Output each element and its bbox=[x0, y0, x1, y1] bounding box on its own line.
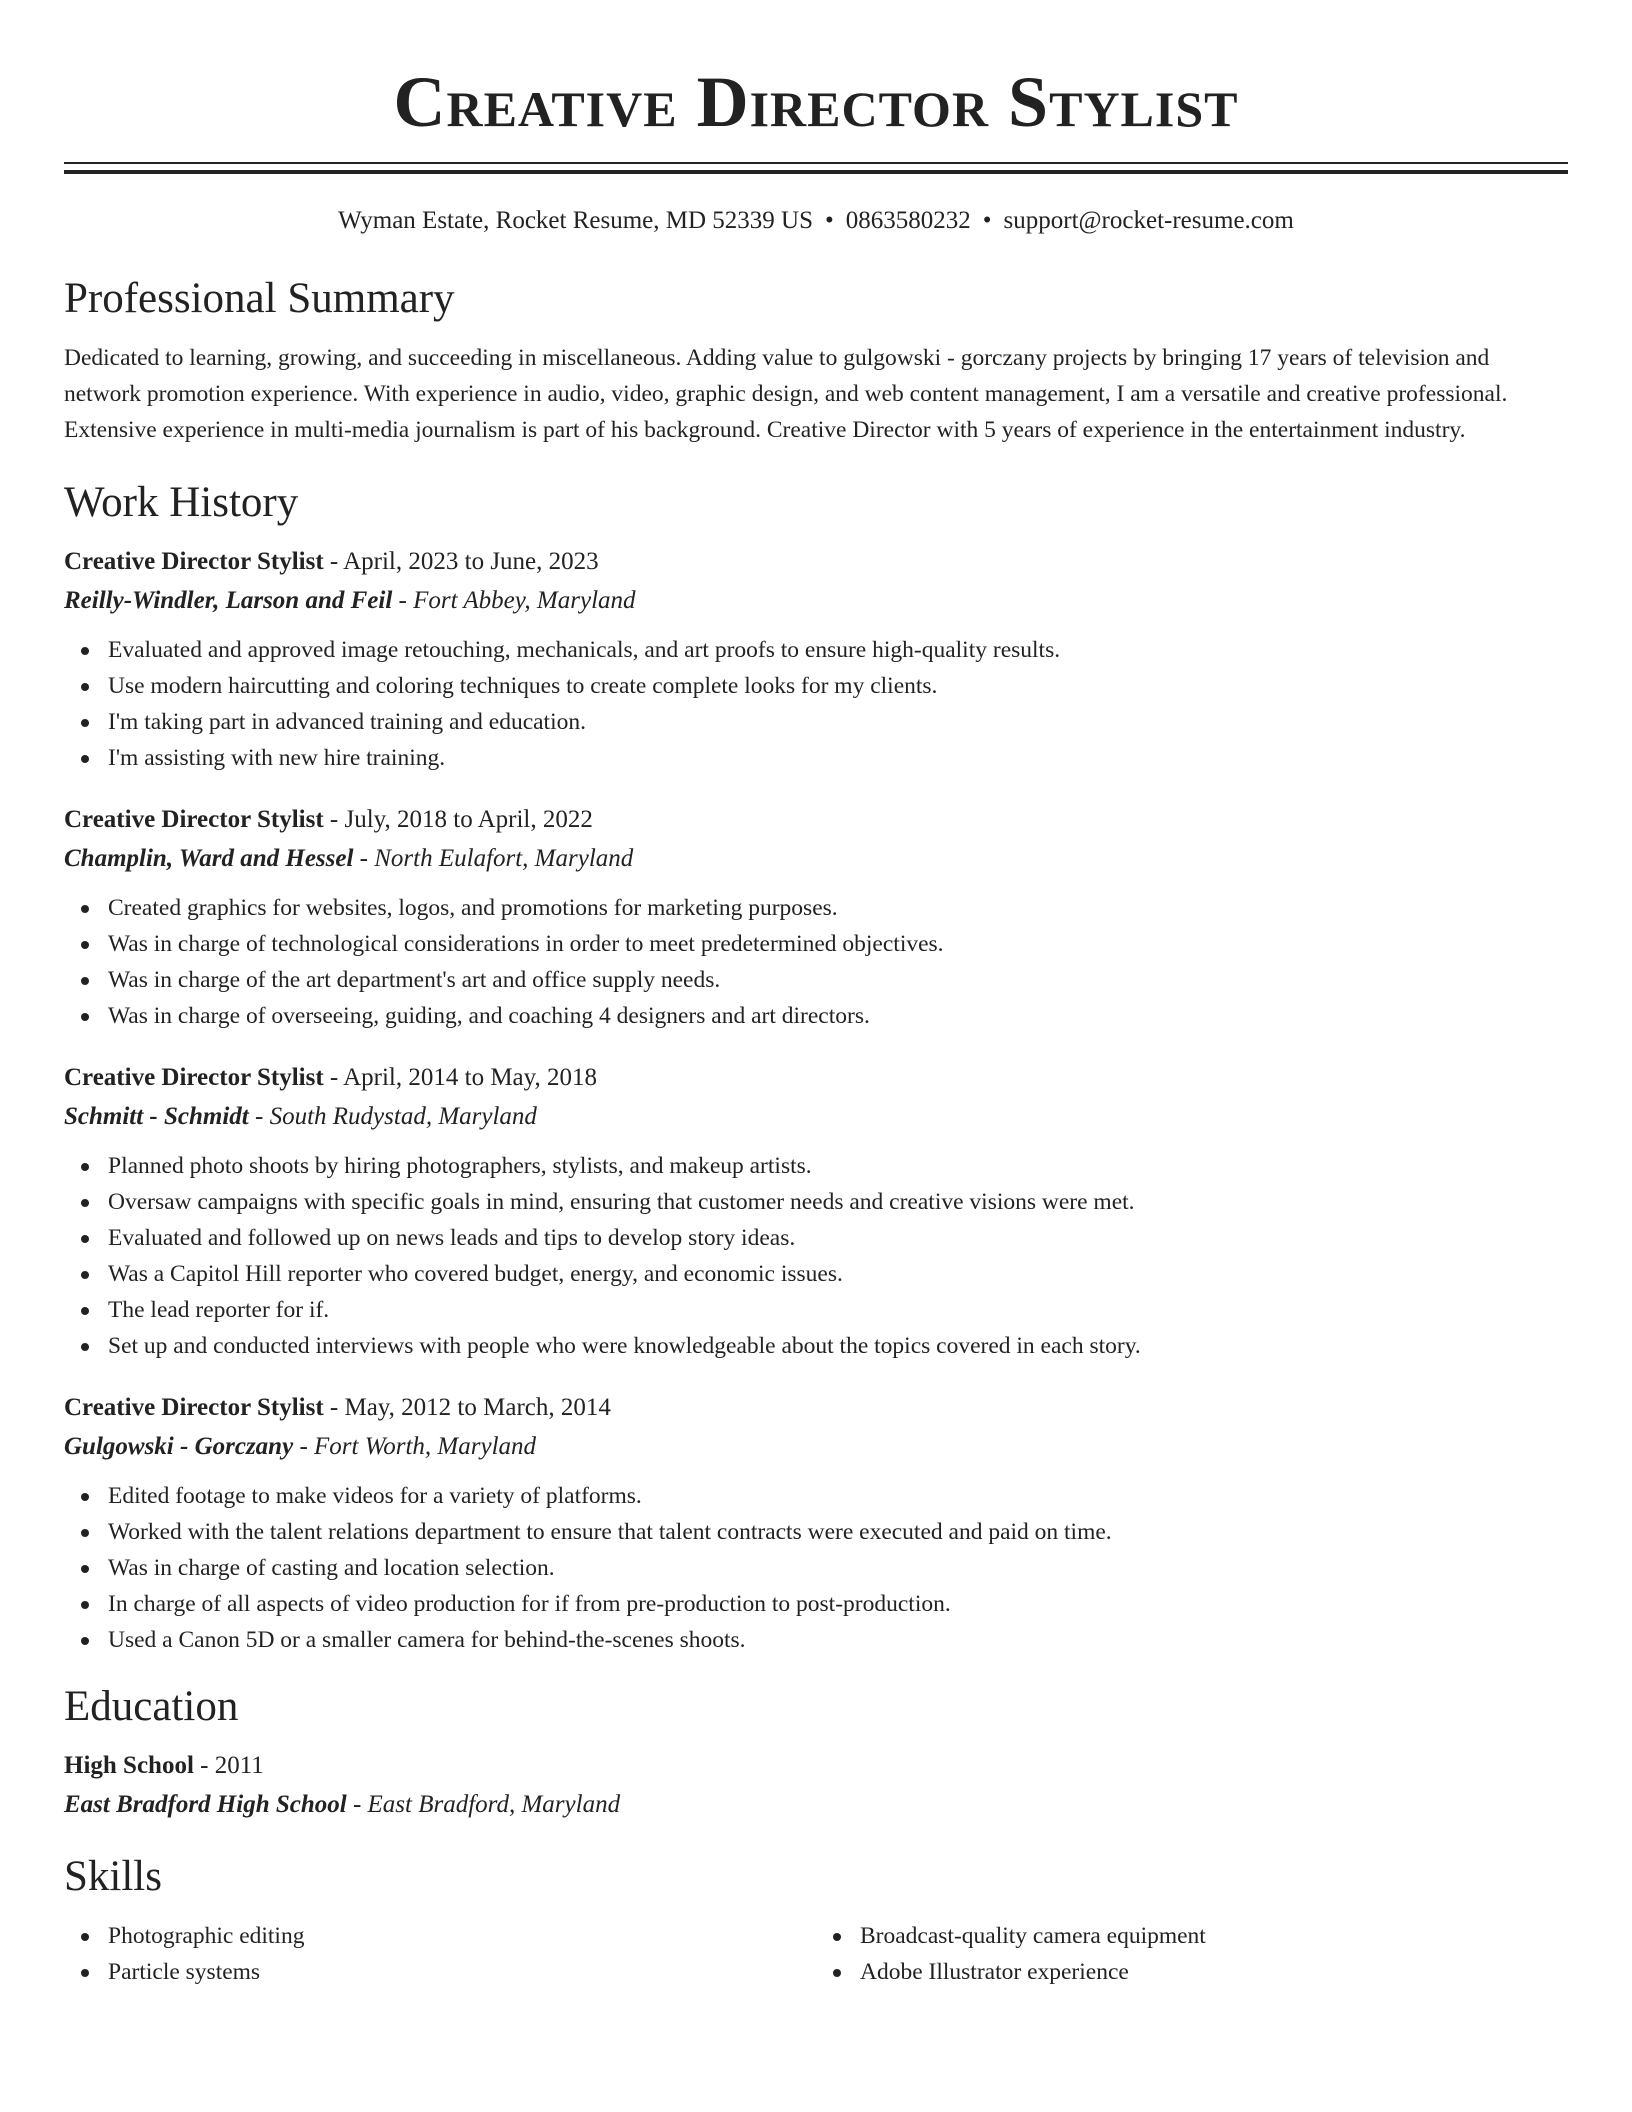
contact-separator: • bbox=[825, 207, 834, 234]
school-line bbox=[64, 1786, 1568, 1824]
header-rule-thin bbox=[64, 162, 1568, 164]
job-bullets bbox=[64, 890, 1568, 1034]
employer-name: Schmitt - Schmidt bbox=[64, 1103, 249, 1130]
resume-name: Creative Director Stylist bbox=[393, 62, 1239, 142]
contact-email: support@rocket-resume.com bbox=[1003, 207, 1294, 234]
skill-item: Photographic editing bbox=[64, 1918, 816, 1954]
list-item: Was a Capitol Hill reporter who covered budget, energy, and economic issues. bbox=[64, 1256, 1568, 1292]
degree: High School bbox=[64, 1752, 194, 1779]
skill-item: Particle systems bbox=[64, 1954, 816, 1990]
skill-item: Adobe Illustrator experience bbox=[816, 1954, 1568, 1990]
list-item: Oversaw campaigns with specific goals in mind, ensuring that customer needs and creative visions were met. bbox=[64, 1184, 1568, 1220]
employer-location: - Fort Abbey, Maryland bbox=[392, 587, 636, 614]
header-rule-thick bbox=[64, 170, 1568, 174]
job-title: Creative Director Stylist bbox=[64, 548, 324, 575]
list-item: Use modern haircutting and coloring techniques to create complete looks for my clients. bbox=[64, 668, 1568, 704]
graduation-year: - 2011 bbox=[193, 1752, 264, 1779]
job-entry bbox=[64, 544, 1568, 776]
list-item: Was in charge of technological considerations in order to meet predetermined objectives. bbox=[64, 926, 1568, 962]
employer-line bbox=[64, 1098, 1568, 1136]
contact-address: Wyman Estate, Rocket Resume, MD 52339 US bbox=[338, 207, 813, 234]
job-dates: - July, 2018 to April, 2022 bbox=[323, 806, 593, 833]
list-item: Was in charge of overseeing, guiding, and coaching 4 designers and art directors. bbox=[64, 998, 1568, 1034]
summary-text: Dedicated to learning, growing, and succeeding in miscellaneous. Adding value to gulgowski - gorczany projects by bringing 17 years of television and network promotion experience. With experience in audio, video, graphic design, and web content management, I am a versatile and creative professional. Extensive experience in multi-media journalism is part of his background. Creative Director with 5 years of experience in the entertainment industry. bbox=[64, 345, 1508, 443]
list-item: Was in charge of the art department's art and office supply needs. bbox=[64, 962, 1568, 998]
degree-line bbox=[64, 1748, 1568, 1784]
job-title-line bbox=[64, 544, 1568, 580]
job-bullets bbox=[64, 632, 1568, 776]
list-item: I'm assisting with new hire training. bbox=[64, 740, 1568, 776]
section-heading-education: Education bbox=[64, 1683, 239, 1730]
list-item: The lead reporter for if. bbox=[64, 1292, 1568, 1328]
job-entry bbox=[64, 1390, 1568, 1658]
skills-column-right bbox=[816, 1918, 1568, 1990]
job-bullets bbox=[64, 1478, 1568, 1658]
section-heading-skills: Skills bbox=[64, 1853, 162, 1900]
section-heading-work-history: Work History bbox=[64, 479, 299, 526]
list-item: Evaluated and followed up on news leads and tips to develop story ideas. bbox=[64, 1220, 1568, 1256]
list-item: I'm taking part in advanced training and education. bbox=[64, 704, 1568, 740]
list-item: Used a Canon 5D or a smaller camera for behind-the-scenes shoots. bbox=[64, 1622, 1568, 1658]
job-title: Creative Director Stylist bbox=[64, 1394, 324, 1421]
list-item: Edited footage to make videos for a variety of platforms. bbox=[64, 1478, 1568, 1514]
list-item: Was in charge of casting and location selection. bbox=[64, 1550, 1568, 1586]
education-entry bbox=[64, 1748, 1568, 1824]
job-dates: - May, 2012 to March, 2014 bbox=[323, 1394, 611, 1421]
employer-line bbox=[64, 582, 1568, 620]
job-entry bbox=[64, 1060, 1568, 1364]
employer-location: - North Eulafort, Maryland bbox=[353, 845, 634, 872]
list-item: Evaluated and approved image retouching, mechanicals, and art proofs to ensure high-quality results. bbox=[64, 632, 1568, 668]
contact-phone: 0863580232 bbox=[845, 207, 971, 234]
employer-line bbox=[64, 1428, 1568, 1466]
list-item: Worked with the talent relations department to ensure that talent contracts were executed and paid on time. bbox=[64, 1514, 1568, 1550]
school-name: East Bradford High School bbox=[64, 1791, 347, 1818]
employer-location: - South Rudystad, Maryland bbox=[248, 1103, 537, 1130]
job-dates: - April, 2014 to May, 2018 bbox=[323, 1064, 598, 1091]
job-title-line bbox=[64, 1060, 1568, 1096]
list-item: Created graphics for websites, logos, and promotions for marketing purposes. bbox=[64, 890, 1568, 926]
skills-list bbox=[64, 1918, 1568, 1990]
list-item: Planned photo shoots by hiring photographers, stylists, and makeup artists. bbox=[64, 1148, 1568, 1184]
section-heading-summary: Professional Summary bbox=[64, 275, 455, 322]
job-bullets bbox=[64, 1148, 1568, 1364]
employer-name: Champlin, Ward and Hessel bbox=[64, 845, 354, 872]
job-entry bbox=[64, 802, 1568, 1034]
employer-line bbox=[64, 840, 1568, 878]
list-item: Set up and conducted interviews with people who were knowledgeable about the topics covered in each story. bbox=[64, 1328, 1568, 1364]
employer-name: Reilly-Windler, Larson and Feil bbox=[64, 587, 393, 614]
school-location: - East Bradford, Maryland bbox=[346, 1791, 621, 1818]
skills-column-left bbox=[64, 1918, 816, 1990]
contact-line bbox=[64, 204, 1568, 238]
employer-location: - Fort Worth, Maryland bbox=[293, 1433, 537, 1460]
job-title-line bbox=[64, 802, 1568, 838]
skill-item: Broadcast-quality camera equipment bbox=[816, 1918, 1568, 1954]
job-title-line bbox=[64, 1390, 1568, 1426]
job-title: Creative Director Stylist bbox=[64, 806, 324, 833]
employer-name: Gulgowski - Gorczany bbox=[64, 1433, 294, 1460]
list-item: In charge of all aspects of video production for if from pre-production to post-production. bbox=[64, 1586, 1568, 1622]
job-title: Creative Director Stylist bbox=[64, 1064, 324, 1091]
contact-separator: • bbox=[982, 207, 992, 234]
job-dates: - April, 2023 to June, 2023 bbox=[323, 548, 599, 575]
